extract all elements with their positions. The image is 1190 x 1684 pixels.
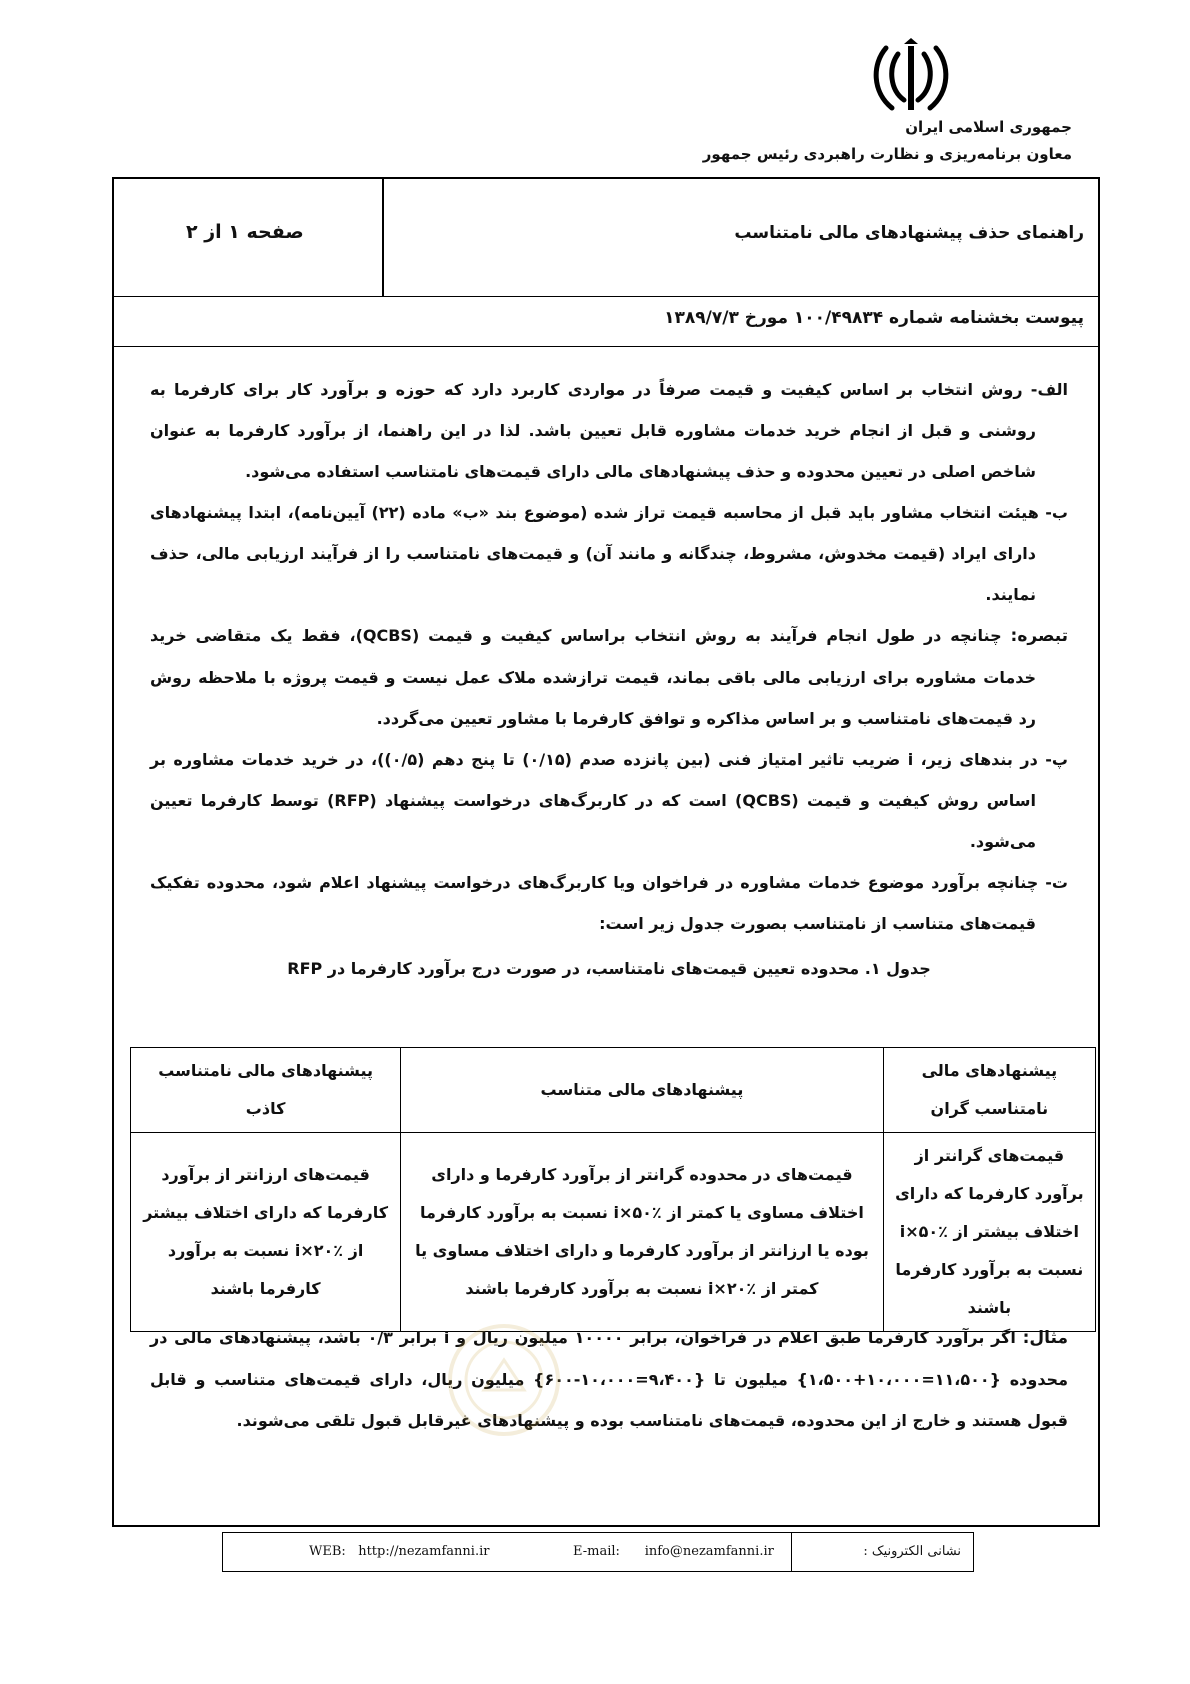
document-body	[150, 369, 1068, 990]
footer-email	[573, 1544, 774, 1559]
footer-web	[309, 1544, 489, 1559]
note-label: تبصره:	[1010, 626, 1069, 646]
document-title: راهنمای حذف پیشنهادهای مالی نامتناسب	[734, 223, 1084, 243]
table-row	[131, 1133, 1096, 1332]
title-row	[114, 179, 1098, 297]
header-proper: پیشنهادهای مالی متناسب	[401, 1048, 884, 1133]
note-text: چنانچه در طول انجام فرآیند به روش انتخاب براساس کیفیت و قیمت (QCBS)، فقط یک متقاضی خرید خدمات مشاوره برای ارزیابی مالی باقی بماند، قیمت ترازشده ملاک عمل نیست و قیمت پروژه با ملاحظه روش رد قیمت‌های نامتناسب و بر اساس مذاکره و توافق کارفرما با مشاور تعیین می‌گردد.	[150, 626, 1036, 728]
document-frame	[112, 177, 1100, 1527]
organization-name: معاون برنامه‌ریزی و نظارت راهبردی رئیس جمهور	[702, 145, 1072, 163]
header-expensive: پیشنهادهای مالی نامتناسب گران	[883, 1048, 1095, 1133]
table-caption: جدول ۱. محدوده تعیین قیمت‌های نامتناسب، در صورت درج برآورد کارفرما در RFP	[287, 959, 931, 978]
paragraph-note	[150, 615, 1068, 739]
cell-expensive: قیمت‌های گرانتر از برآورد کارفرما که دارای اختلاف بیشتر از i×۵۰٪ نسبت به برآورد کارفرما باشند	[883, 1133, 1095, 1332]
paragraph-pe: پ- در بندهای زیر، i ضریب تاثیر امتیاز فنی (بین پانزده صدم (۰/۱۵) تا پنج دهم (۰/۵))، در خرید خدمات مشاوره بر اساس روش کیفیت و قیمت (QCBS) است که در کاربرگ‌های درخواست پیشنهاد (RFP) توسط کارفرما تعیین می‌شود.	[150, 750, 1069, 851]
price-range-table	[130, 1047, 1096, 1332]
paragraph-te: ت- چنانچه برآورد موضوع خدمات مشاوره در فراخوان ویا کاربرگ‌های درخواست پیشنهاد اعلام شود، محدوده تفکیک قیمت‌های متناسب از نامتناسب بصورت جدول زیر است:	[150, 873, 1068, 933]
reference-row	[114, 296, 1098, 347]
circular-reference: پیوست بخشنامه شماره ۱۰۰/۴۹۸۳۴ مورخ ۱۳۸۹/۷/۳	[664, 308, 1084, 328]
header-cheap: پیشنهادهای مالی نامتناسب کاذب	[131, 1048, 401, 1133]
footer-label: نشانی الکترونیک :	[863, 1544, 961, 1559]
page-number: صفحه ۱ از ۲	[186, 221, 304, 243]
example-paragraph	[150, 1317, 1068, 1441]
email-prefix: E-mail:	[573, 1544, 620, 1559]
paragraph-alef: الف- روش انتخاب بر اساس کیفیت و قیمت صرفاً در مواردی کاربرد دارد که حوزه و برآورد کار برای کارفرما به روشنی و قبل از انجام خرید خدمات مشاوره قابل تعیین باشد. لذا در این راهنما، از برآورد کارفرما به عنوان شاخص اصلی در تعیین محدوده و حذف پیشنهادهای مالی دارای قیمت‌های نامتناسب استفاده می‌شود.	[150, 380, 1068, 481]
iran-emblem-icon	[870, 38, 952, 118]
example-label: مثال:	[1022, 1328, 1069, 1348]
email-link[interactable]: info@nezamfanni.ir	[644, 1544, 774, 1559]
cell-cheap: قیمت‌های ارزانتر از برآورد کارفرما که دارای اختلاف بیشتر از i×۲۰٪ نسبت به برآورد کارفرما باشند	[131, 1133, 401, 1332]
watermark-seal-icon	[444, 1320, 564, 1440]
footer-contact-box	[222, 1532, 974, 1572]
example-text: اگر برآورد کارفرما طبق اعلام در فراخوان، برابر ۱۰۰۰۰ میلیون ریال و i برابر ۰/۳ باشد، پیشنهادهای مالی در محدوده {۱۱،۵۰۰=۱۰،۰۰۰+۱،۵۰۰} میلیون تا {۹،۴۰۰=۱۰،۰۰۰-۶۰۰} میلیون ریال، دارای قیمت‌های متناسب و قابل قبول هستند و خارج از این محدوده، قیمت‌های نامتناسب بوده و پیشنهادهای غیرقابل قبول تلقی می‌شوند.	[150, 1328, 1068, 1430]
table-header-row	[131, 1048, 1096, 1133]
cell-proper: قیمت‌های در محدوده گرانتر از برآورد کارفرما و دارای اختلاف مساوی یا کمتر از i×۵۰٪ نسبت به برآورد کارفرما بوده یا ارزانتر از برآورد کارفرما و دارای اختلاف مساوی یا کمتر از i×۲۰٪ نسبت به برآورد کارفرما باشند	[401, 1133, 884, 1332]
footer-divider	[791, 1533, 792, 1571]
web-link[interactable]: http://nezamfanni.ir	[358, 1544, 490, 1559]
paragraph-be: ب- هیئت انتخاب مشاور باید قبل از محاسبه قیمت تراز شده (موضوع بند «ب» ماده (۲۲) آیین‌نامه)، ابتدا پیشنهادهای دارای ایراد (قیمت مخدوش، مشروط، چندگانه و مانند آن) و قیمت‌های نامتناسب را از فرآیند ارزیابی مالی، حذف نمایند.	[150, 503, 1069, 604]
title-divider	[382, 179, 384, 296]
web-prefix: WEB:	[309, 1544, 346, 1559]
country-name: جمهوری اسلامی ایران	[905, 118, 1072, 136]
